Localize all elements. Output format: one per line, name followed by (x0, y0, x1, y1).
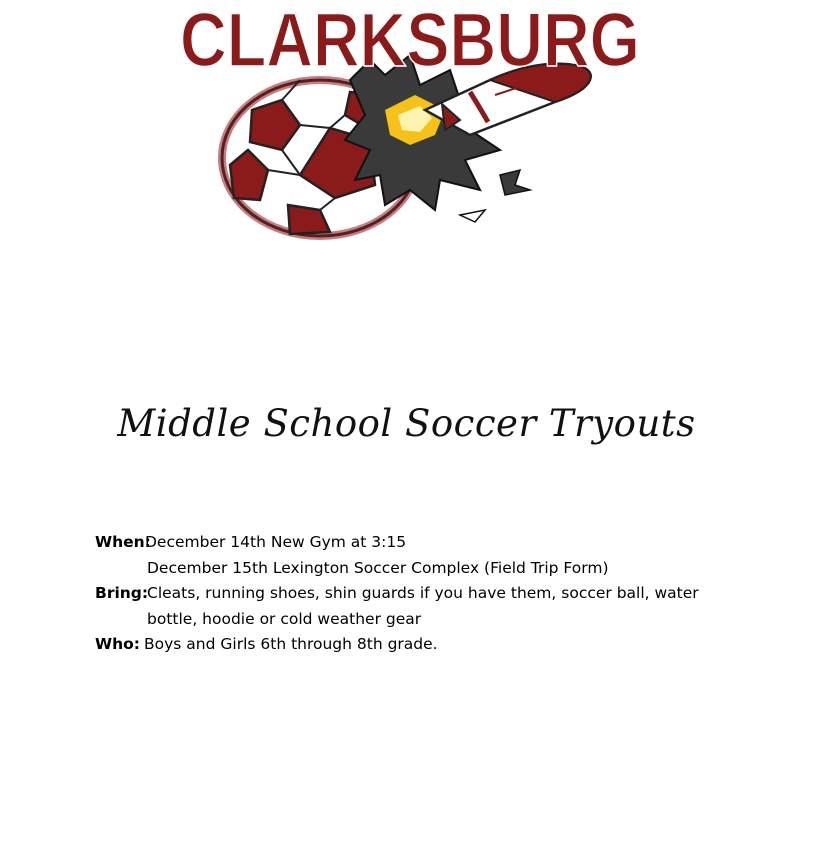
bring-line1: Cleats, running shoes, shin guards if you have them, soccer ball, water (147, 584, 699, 602)
who-label: Who: (95, 635, 140, 653)
page-title: Middle School Soccer Tryouts (117, 402, 696, 445)
bring-label: Bring: (95, 584, 149, 602)
bring-row (95, 581, 735, 607)
when-line1: December 14th New Gym at 3:15 (145, 533, 407, 551)
when-line2: December 15th Lexington Soccer Complex (Field Trip Form) (147, 558, 609, 577)
when-label: When: (95, 533, 151, 551)
clarksburg-logo (170, 0, 650, 240)
bring-line2: bottle, hoodie or cold weather gear (147, 609, 422, 628)
when-row (95, 530, 735, 556)
who-line1: Boys and Girls 6th through 8th grade. (144, 635, 438, 653)
logo-wordmark: CLARKSBURG (180, 0, 640, 83)
who-row (95, 632, 735, 658)
tryout-details (95, 530, 735, 658)
